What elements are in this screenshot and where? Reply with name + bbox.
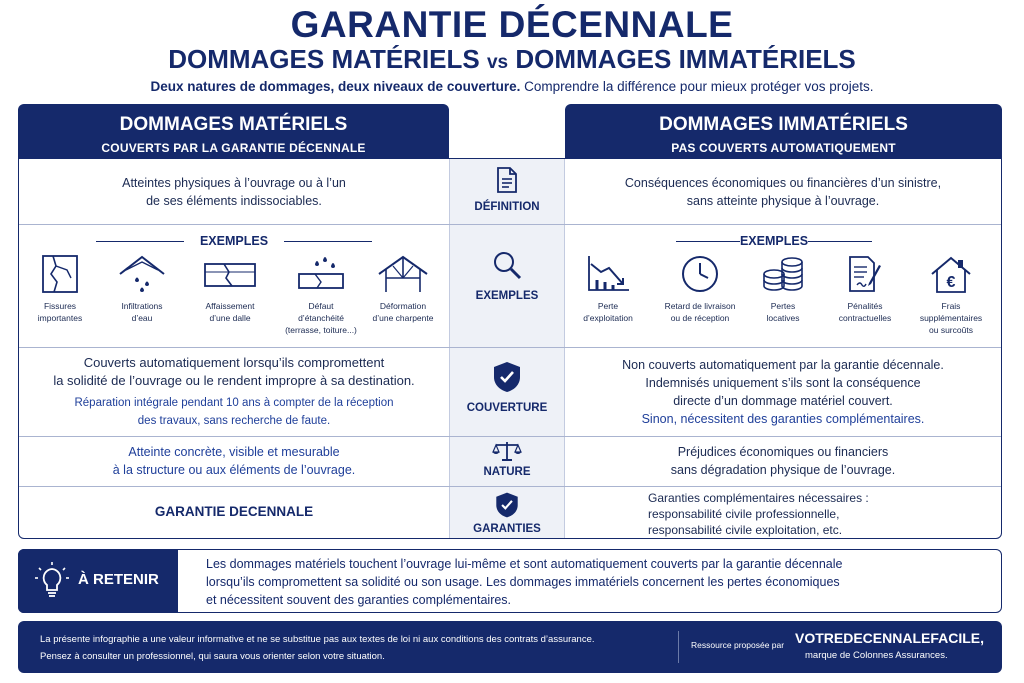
left-title: DOMMAGES MATÉRIELS xyxy=(119,114,348,135)
right-definition: Conséquences économiques ou financières d’un sinistre, sans atteinte physique à l’ouvrage. xyxy=(624,175,942,208)
footer xyxy=(18,621,1002,673)
broken-slab-icon xyxy=(202,254,258,294)
roof-frame-icon xyxy=(376,254,430,294)
scales-icon xyxy=(492,440,522,462)
guarantees-label-group xyxy=(449,491,565,535)
key-takeaway-text: Les dommages matériels touchent l’ouvrage lui-même et sont automatiquement couverts par la garantie décennale lorsqu’ils compromettent sa solidité ou son usage. Les dommages immatériels concernent les pertes économiques et nécessitent souvent des garanties complémentaires. xyxy=(206,557,843,607)
definition-label-group xyxy=(449,166,565,213)
key-takeaway-label xyxy=(18,549,178,613)
footer-divider xyxy=(678,631,679,663)
roof-leak-icon xyxy=(117,254,167,294)
right-guarantees: Garanties complémentaires nécessaires : responsabilité civile professionnelle, responsabilité civile exploitation, etc. xyxy=(648,491,869,537)
clock-icon xyxy=(680,254,720,294)
cracked-wall-icon xyxy=(41,254,79,294)
tagline xyxy=(0,79,1024,94)
coins-icon xyxy=(761,254,805,294)
page-title: GARANTIE DÉCENNALE xyxy=(290,4,734,45)
example-item: Fissures importantes xyxy=(24,254,96,324)
row-divider xyxy=(19,224,1001,225)
lightbulb-icon xyxy=(34,561,70,601)
example-item: Déformation d’une charpente xyxy=(366,254,440,324)
footer-resource-label: Ressource proposée par xyxy=(691,640,785,650)
subtitle-vs: vs xyxy=(486,52,509,73)
left-column-header xyxy=(18,104,449,158)
right-subtitle: PAS COUVERTS AUTOMATIQUEMENT xyxy=(671,141,896,155)
left-subtitle: COUVERTS PAR LA GARANTIE DÉCENNALE xyxy=(101,141,366,155)
example-item: Infiltrations d’eau xyxy=(106,254,178,324)
definition-label: DÉFINITION xyxy=(474,201,540,213)
tagline-bold: Deux natures de dommages, deux niveaux de couverture. xyxy=(150,79,521,94)
right-examples-heading: EXEMPLES xyxy=(739,234,809,248)
example-item: € Frais supplémentaires ou surcoûts xyxy=(912,254,990,336)
key-takeaway-title: À RETENIR xyxy=(78,571,159,588)
right-title: DOMMAGES IMMATÉRIELS xyxy=(659,114,908,135)
magnifier-icon xyxy=(492,250,522,280)
document-icon xyxy=(495,166,519,194)
footer-disclaimer: La présente infographie a une valeur informative et ne se substitue pas aux textes de loi ni aux conditions des contrats d’assurance. Pensez à consulter un professionnel, qui saura vous orienter selon votre situation. xyxy=(40,634,595,662)
divider xyxy=(808,241,872,242)
divider xyxy=(284,241,372,242)
declining-chart-icon xyxy=(585,254,631,294)
example-item: Pénalités contractuelles xyxy=(826,254,904,324)
right-coverage: Non couverts automatiquement par la garantie décennale. Indemnisés uniquement s’ils sont la conséquence directe d’un dommage matériel couvert. Sinon, nécessitent des garanties complémentaires. xyxy=(622,358,944,426)
footer-brand-subtitle: marque de Colonnes Assurances. xyxy=(805,650,948,661)
examples-label: EXEMPLES xyxy=(475,290,539,302)
subtitle-right: DOMMAGES IMMATÉRIELS xyxy=(515,44,856,74)
tagline-rest: Comprendre la différence pour mieux protéger vos projets. xyxy=(520,79,874,94)
page-subtitle xyxy=(0,44,1024,75)
example-item: Perte d’exploitation xyxy=(572,254,644,324)
shield-check-icon xyxy=(494,491,520,519)
nature-label-group xyxy=(449,440,565,478)
right-nature: Préjudices économiques ou financiers sans dégradation physique de l’ouvrage. xyxy=(670,445,896,477)
svg-text:€: € xyxy=(946,274,956,291)
divider xyxy=(96,241,184,242)
guarantees-label: GARANTIES xyxy=(473,523,541,535)
left-definition: Atteintes physiques à l’ouvrage ou à l’un de ses éléments indissociables. xyxy=(122,175,346,208)
example-item: Pertes locatives xyxy=(748,254,818,324)
water-drops-icon xyxy=(295,254,347,294)
house-euro-icon xyxy=(929,254,973,294)
contract-pen-icon xyxy=(845,254,885,294)
example-item: Affaissement d’une dalle xyxy=(192,254,268,324)
example-item: Défaut d’étanchéité (terrasse, toiture...) xyxy=(278,254,364,336)
left-guarantees: GARANTIE DECENNALE xyxy=(154,504,314,519)
left-nature: Atteinte concrète, visible et mesurable à la structure ou aux éléments de l’ouvrage. xyxy=(112,445,356,477)
subtitle-left: DOMMAGES MATÉRIELS xyxy=(168,44,480,74)
shield-check-icon xyxy=(492,360,522,394)
coverage-label: COUVERTURE xyxy=(466,402,548,414)
row-divider xyxy=(19,347,1001,348)
examples-label-group xyxy=(449,250,565,302)
right-column-header xyxy=(565,104,1002,158)
left-examples-heading: EXEMPLES xyxy=(199,234,269,248)
footer-brand: VOTREDECENNALEFACILE, xyxy=(795,630,985,646)
coverage-label-group xyxy=(449,360,565,414)
example-item: Retard de livraison ou de réception xyxy=(654,254,746,324)
nature-label: NATURE xyxy=(483,466,531,478)
left-coverage: Couverts automatiquement lorsqu’ils compromettent la solidité de l’ouvrage ou le rendent impropre à sa destination. Réparation intégrale pendant 10 ans à compter de la réception des travaux, sans recherche de faute. xyxy=(53,355,415,427)
